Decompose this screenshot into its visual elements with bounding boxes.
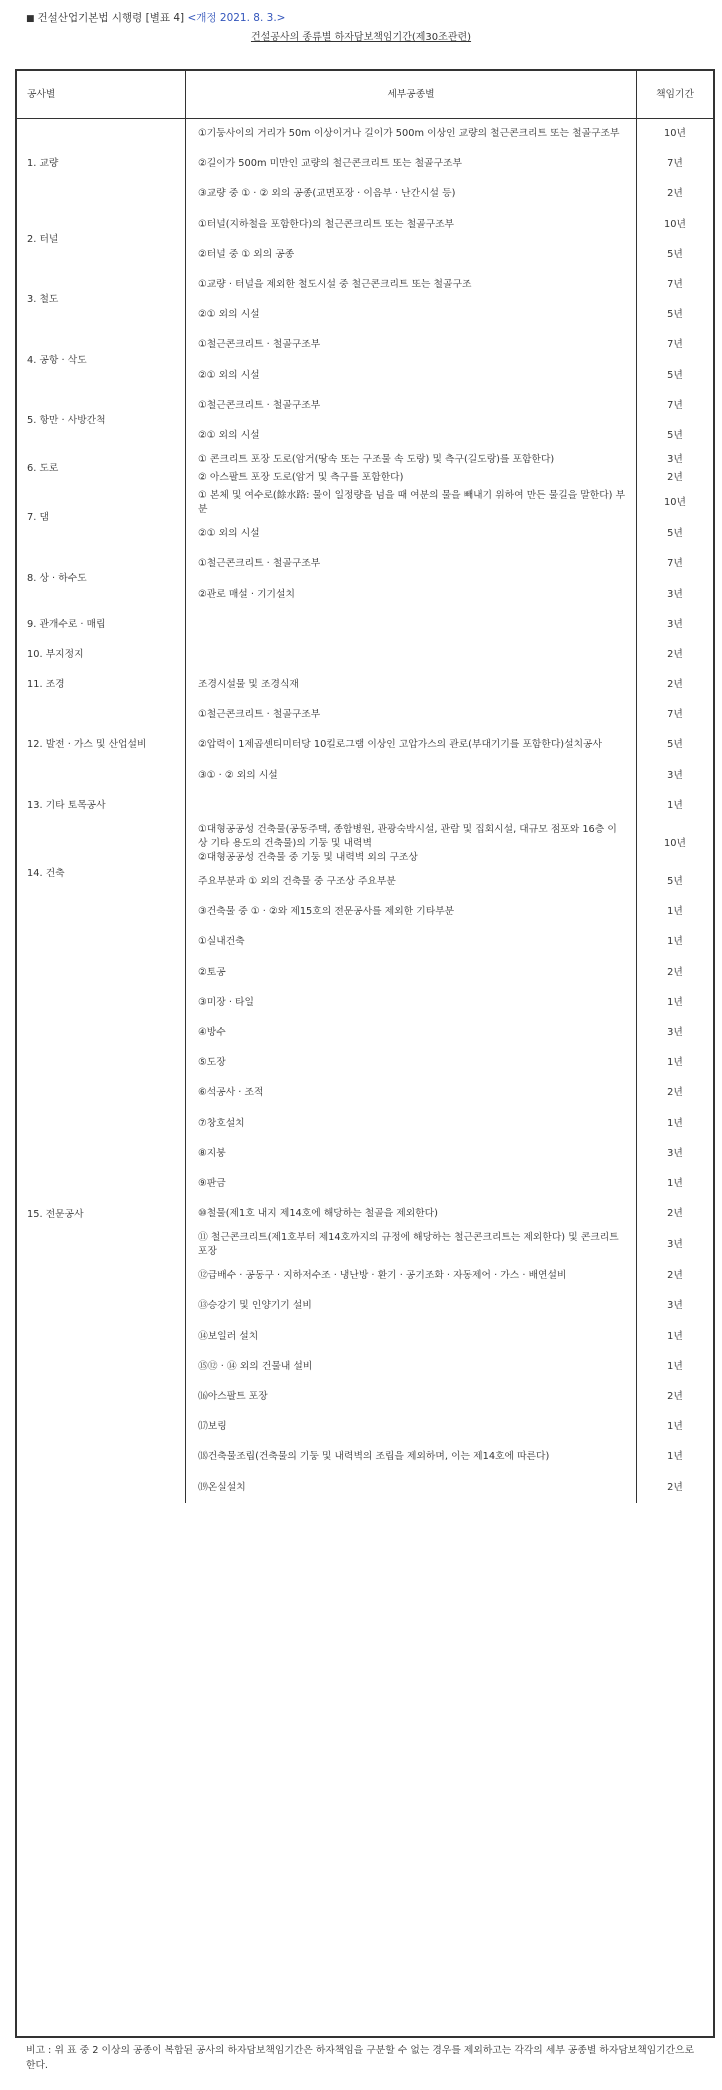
detail-cell: ⑫급배수 · 공동구 · 지하저수조 · 냉난방 · 환기 · 공기조화 · 자동제어 · 가스 · 배연설비: [198, 1270, 567, 1282]
table-row: [17, 610, 713, 640]
table-row: [17, 791, 713, 821]
table-row: [17, 549, 713, 579]
detail-cell: ①철근콘크리트 · 철골구조부: [198, 399, 321, 411]
period-cell: 2년: [637, 1261, 714, 1291]
period-cell: 7년: [637, 270, 714, 300]
detail-cell: ⒃아스팔트 포장: [198, 1391, 268, 1403]
period-cell: 1년: [637, 1442, 714, 1472]
detail-cell: ②터널 중 ① 외의 공종: [198, 248, 295, 260]
detail-cell: ⑩철물(제1호 내지 제14호에 해당하는 철골을 제외한다): [198, 1208, 438, 1220]
detail-cell: [186, 610, 637, 640]
detail-cell: ③건축물 중 ① · ②와 제15호의 전문공사를 제외한 기타부분: [198, 906, 455, 918]
work-type-cell: 12. 발전 · 가스 및 산업설비: [17, 700, 186, 791]
period-cell: 2년: [637, 469, 714, 487]
period-cell: 3년: [637, 761, 714, 791]
work-type-cell: 6. 도로: [17, 451, 186, 487]
period-cell: 5년: [637, 730, 714, 760]
period-cell: 1년: [637, 1352, 714, 1382]
work-type-cell: 14. 건축: [17, 821, 186, 927]
table-row: [17, 487, 713, 519]
detail-cell: ⑧지붕: [198, 1147, 226, 1159]
period-cell: 7년: [637, 149, 714, 179]
table-row: [17, 119, 713, 150]
detail-cell: ②관로 매설 · 기기설치: [198, 588, 295, 600]
table-body: [17, 119, 713, 1503]
period-cell: 1년: [637, 1169, 714, 1199]
period-cell: 1년: [637, 897, 714, 927]
period-cell: 2년: [637, 640, 714, 670]
period-cell: 5년: [637, 519, 714, 549]
period-cell: 10년: [637, 821, 714, 867]
period-cell: 2년: [637, 1078, 714, 1108]
detail-cell: ⑬승강기 및 인양기기 설비: [198, 1300, 312, 1312]
detail-cell: ②① 외의 시설: [198, 429, 260, 441]
detail-cell: ①실내건축: [198, 936, 245, 948]
period-cell: 3년: [637, 579, 714, 609]
detail-cell: ③① · ② 외의 시설: [198, 769, 278, 781]
work-type-cell: 9. 관개수로 · 매립: [17, 610, 186, 640]
table-row: [17, 451, 713, 469]
table-subtitle: [0, 28, 722, 43]
period-cell: 7년: [637, 549, 714, 579]
period-cell: 1년: [637, 1412, 714, 1442]
work-type-cell: 1. 교량: [17, 119, 186, 210]
detail-cell: ①철근콘크리트 · 철골구조부: [198, 339, 321, 351]
period-cell: 7년: [637, 700, 714, 730]
table-row: [17, 270, 713, 300]
detail-cell: [186, 640, 637, 670]
detail-cell: ② 아스팔트 포장 도로(암거 및 측구를 포함한다): [198, 472, 404, 484]
period-cell: 2년: [637, 1382, 714, 1412]
table-row: [17, 670, 713, 700]
detail-cell: ⑪ 철근콘크리트(제1호부터 제14호까지의 규정에 해당하는 철근콘크리트는 제외한다) 및 콘크리트 포장: [198, 1232, 619, 1258]
table-row: [17, 210, 713, 240]
detail-cell: 조경시설물 및 조경식재: [198, 679, 299, 691]
period-cell: 3년: [637, 1229, 714, 1261]
work-type-cell: 13. 기타 토목공사: [17, 791, 186, 821]
square-bullet-icon: ■: [26, 14, 35, 24]
detail-cell: ③교량 중 ① · ② 외의 공종(교면포장 · 이음부 · 난간시설 등): [198, 188, 456, 200]
period-cell: 7년: [637, 330, 714, 360]
detail-cell: ⑮⑫ · ⑭ 외의 건물내 설비: [198, 1360, 313, 1372]
period-cell: 5년: [637, 421, 714, 451]
work-type-cell: 2. 터널: [17, 210, 186, 270]
work-type-cell: 11. 조경: [17, 670, 186, 700]
period-cell: 5년: [637, 361, 714, 391]
detail-cell: ②길이가 500m 미만인 교량의 철근콘크리트 또는 철골구조부: [198, 158, 462, 170]
period-cell: 7년: [637, 391, 714, 421]
detail-cell: ⑥석공사 · 조적: [198, 1087, 264, 1099]
detail-cell: ②토공: [198, 966, 226, 978]
work-type-cell: 8. 상 · 하수도: [17, 549, 186, 609]
detail-cell: ②① 외의 시설: [198, 309, 260, 321]
amendment-link[interactable]: <개정 2021. 8. 3.>: [187, 12, 286, 24]
detail-cell: ⒆온실설치: [198, 1481, 246, 1493]
detail-cell: ①교량 · 터널을 제외한 철도시설 중 철근콘크리트 또는 철골구조: [198, 279, 472, 291]
detail-cell: ① 콘크리트 포장 도로(암거(땅속 또는 구조물 속 도랑) 및 측구(길도랑)를 포함한다): [198, 454, 555, 466]
period-cell: 2년: [637, 179, 714, 209]
period-cell: 3년: [637, 1291, 714, 1321]
detail-cell: ①철근콘크리트 · 철골구조부: [198, 558, 321, 570]
table-row: [17, 821, 713, 867]
detail-cell: ①철근콘크리트 · 철골구조부: [198, 709, 321, 721]
work-type-cell: 15. 전문공사: [17, 927, 186, 1502]
period-cell: 1년: [637, 988, 714, 1018]
liability-table: [15, 69, 715, 2038]
period-cell: 3년: [637, 610, 714, 640]
period-cell: 1년: [637, 927, 714, 957]
detail-cell: 주요부분과 ① 외의 건축물 중 구조상 주요부분: [198, 876, 396, 888]
period-cell: 2년: [637, 1199, 714, 1229]
detail-cell: ②① 외의 시설: [198, 528, 260, 540]
table-row: [17, 391, 713, 421]
document-title: 건설산업기본법 시행령 [별표 4]: [37, 12, 185, 24]
table-header-row: [17, 71, 713, 119]
detail-cell: ①기둥사이의 거리가 50m 이상이거나 길이가 500m 이상인 교량의 철근콘크리트 또는 철골구조부: [198, 128, 620, 140]
table-row: [17, 640, 713, 670]
period-cell: 1년: [637, 791, 714, 821]
period-cell: 2년: [637, 958, 714, 988]
detail-cell: ③미장 · 타일: [198, 996, 254, 1008]
detail-cell: ⒄보링: [198, 1421, 227, 1433]
period-cell: 1년: [637, 1322, 714, 1352]
table-subtitle-link[interactable]: 건설공사의 종류별 하자담보책임기간(제30조관련): [250, 32, 472, 43]
table-row: [17, 700, 713, 730]
detail-cell: ②① 외의 시설: [198, 369, 260, 381]
table-row: [17, 330, 713, 360]
period-cell: 5년: [637, 300, 714, 330]
period-cell: 10년: [637, 487, 714, 519]
period-cell: 2년: [637, 670, 714, 700]
detail-cell: ⑤도장: [198, 1057, 226, 1069]
period-cell: 10년: [637, 210, 714, 240]
period-cell: 2년: [637, 1473, 714, 1503]
detail-cell: ④방수: [198, 1026, 226, 1038]
footnote: 비고 : 위 표 중 2 이상의 공종이 복합된 공사의 하자담보책임기간은 하자책임을 구분할 수 없는 경우를 제외하고는 각각의 세부 공종별 하자담보책임기간으로 한다.: [26, 2045, 695, 2071]
period-cell: 3년: [637, 1139, 714, 1169]
detail-cell: ⑭보일러 설치: [198, 1330, 259, 1342]
detail-cell: ②압력이 1제곱센티미터당 10킬로그램 이상인 고압가스의 관로(부대기기를 포함한다)설치공사: [198, 739, 602, 751]
period-cell: 1년: [637, 1108, 714, 1138]
detail-cell: [186, 791, 637, 821]
work-type-cell: 3. 철도: [17, 270, 186, 330]
work-type-cell: 5. 항만 · 사방간척: [17, 391, 186, 451]
column-header-detail: 세부공종별: [186, 71, 637, 119]
work-type-cell: 4. 공항 · 삭도: [17, 330, 186, 390]
period-cell: 3년: [637, 1018, 714, 1048]
work-type-cell: 10. 부지정지: [17, 640, 186, 670]
document-header: [26, 11, 706, 27]
detail-cell: ⒅건축물조립(건축물의 기둥 및 내력벽의 조립을 제외하며, 이는 제14호에 따른다): [198, 1451, 550, 1463]
period-cell: 3년: [637, 451, 714, 469]
table-row: [17, 927, 713, 957]
detail-cell: ⑦창호설치: [198, 1117, 245, 1129]
period-cell: 1년: [637, 1048, 714, 1078]
period-cell: 10년: [637, 119, 714, 150]
column-header-period: 책임기간: [637, 71, 714, 119]
column-header-work-type: 공사별: [17, 71, 186, 119]
period-cell: 5년: [637, 867, 714, 897]
detail-cell: ①대형공공성 건축물(공동주택, 종합병원, 관광숙박시설, 관람 및 집회시설, 대규모 점포와 16층 이상 기타 용도의 건축물)의 기둥 및 내력벽 ②대형공공성 건축물 중 기둥 및 내력벽 외의 구조상: [198, 823, 617, 863]
period-cell: 5년: [637, 240, 714, 270]
detail-cell: ①터널(지하철을 포함한다)의 철근콘크리트 또는 철골구조부: [198, 218, 455, 230]
detail-cell: ① 본체 및 여수로(餘水路: 물이 일정량을 넘을 때 여분의 물을 빼내기 위하여 만든 물길을 말한다) 부분: [198, 490, 626, 516]
detail-cell: ⑨판금: [198, 1177, 226, 1189]
work-type-cell: 7. 댐: [17, 487, 186, 549]
